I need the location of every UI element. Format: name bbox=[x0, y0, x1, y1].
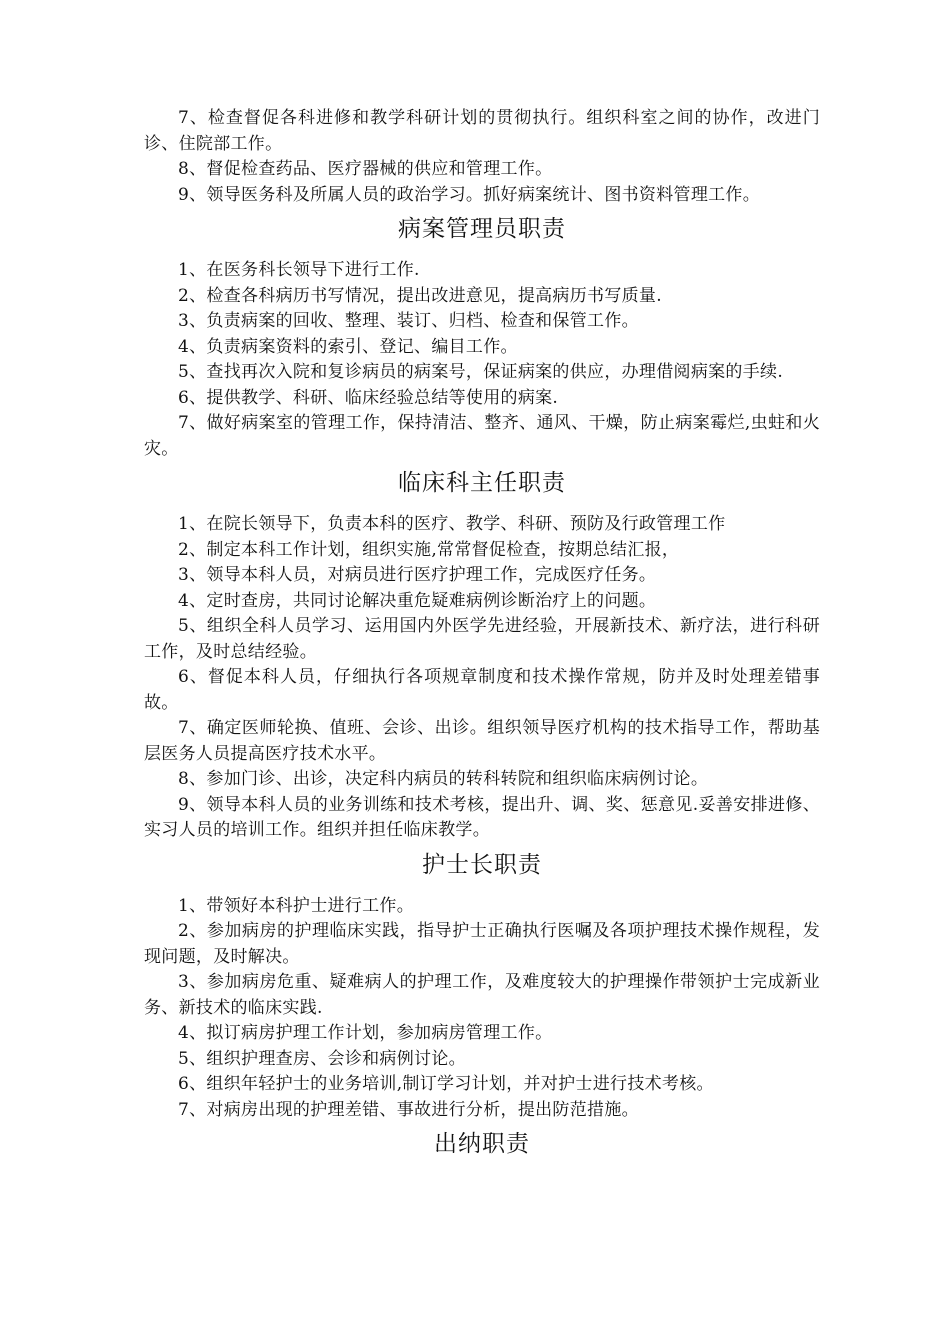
records-item-5: 5、查找再次入院和复诊病员的病案号，保证病案的供应，办理借阅病案的手续. bbox=[178, 362, 784, 382]
nurse-item-1: 1、带领好本科护士进行工作。 bbox=[178, 895, 415, 916]
records-item-3: 3、负责病案的回收、整理、装订、归档、检查和保管工作。 bbox=[178, 311, 639, 331]
director-item-5: 5、组织全科人员学习、运用国内外医学先进经验，开展新技术、新疗法，进行科研工作，及时总结经验。 bbox=[144, 616, 820, 662]
director-item-8: 8、参加门诊、出诊，决定科内病员的转科转院和组织临床病例讨论。 bbox=[178, 769, 709, 789]
records-item-7: 7、做好病案室的管理工作，保持清洁、整齐、通风、干燥，防止病案霉烂,虫蛀和火灾。 bbox=[144, 413, 820, 459]
section-title-cashier: 出纳职责 bbox=[434, 1131, 530, 1157]
nurse-item-3: 3、参加病房危重、疑难病人的护理工作，及难度较大的护理操作带领护士完成新业务、新技术的临床实践. bbox=[144, 972, 820, 1018]
section-title-head-nurse: 护士长职责 bbox=[422, 851, 542, 878]
intro-item-7: 7、检查督促各科进修和教学科研计划的贯彻执行。组织科室之间的协作，改进门诊、住院部工作。 bbox=[144, 108, 820, 154]
records-item-1: 1、在医务科长领导下进行工作. bbox=[178, 260, 420, 280]
records-item-2: 2、检查各科病历书写情况，提出改进意见，提高病历书写质量. bbox=[178, 285, 662, 306]
director-item-6: 6、督促本科人员，仔细执行各项规章制度和技术操作常规，防并及时处理差错事故。 bbox=[144, 667, 820, 713]
nurse-item-5: 5、组织护理查房、会诊和病例讨论。 bbox=[178, 1048, 466, 1069]
nurse-item-4: 4、拟订病房护理工作计划，参加病房管理工作。 bbox=[178, 1023, 553, 1043]
director-item-7: 7、确定医师轮换、值班、会诊、出诊。组织领导医疗机构的技术指导工作，帮助基层医务人员提高医疗技术水平。 bbox=[144, 718, 820, 764]
document-page bbox=[144, 106, 820, 1173]
section-title-clinical-director: 临床科主任职责 bbox=[398, 470, 566, 496]
section-title-medical-records: 病案管理员职责 bbox=[398, 216, 566, 242]
intro-item-9: 9、领导医务科及所属人员的政治学习。抓好病案统计、图书资料管理工作。 bbox=[178, 184, 761, 205]
intro-item-8: 8、督促检查药品、医疗器械的供应和管理工作。 bbox=[178, 159, 553, 179]
nurse-item-2: 2、参加病房的护理临床实践，指导护士正确执行医嘱及各项护理技术操作规程，发现问题，及时解决。 bbox=[144, 921, 820, 967]
director-item-3: 3、领导本科人员，对病员进行医疗护理工作，完成医疗任务。 bbox=[178, 565, 657, 585]
records-item-6: 6、提供教学、科研、临床经验总结等使用的病案. bbox=[178, 387, 559, 408]
records-item-4: 4、负责病案资料的索引、登记、编目工作。 bbox=[178, 336, 518, 357]
director-item-9: 9、领导本科人员的业务训练和技术考核，提出升、调、奖、惩意见.妥善安排进修、实习人员的培训工作。组织并担任临床教学。 bbox=[144, 794, 820, 840]
director-item-2: 2、制定本科工作计划，组织实施,常常督促检查，按期总结汇报， bbox=[178, 539, 680, 560]
nurse-item-7: 7、对病房出现的护理差错、事故进行分析，提出防范措施。 bbox=[178, 1099, 639, 1120]
director-item-1: 1、在院长领导下，负责本科的医疗、教学、科研、预防及行政管理工作 bbox=[178, 514, 726, 534]
nurse-item-6: 6、组织年轻护士的业务培训,制订学习计划，并对护士进行技术考核。 bbox=[178, 1074, 714, 1094]
director-item-4: 4、定时查房，共同讨论解决重危疑难病例诊断治疗上的问题。 bbox=[178, 590, 657, 611]
